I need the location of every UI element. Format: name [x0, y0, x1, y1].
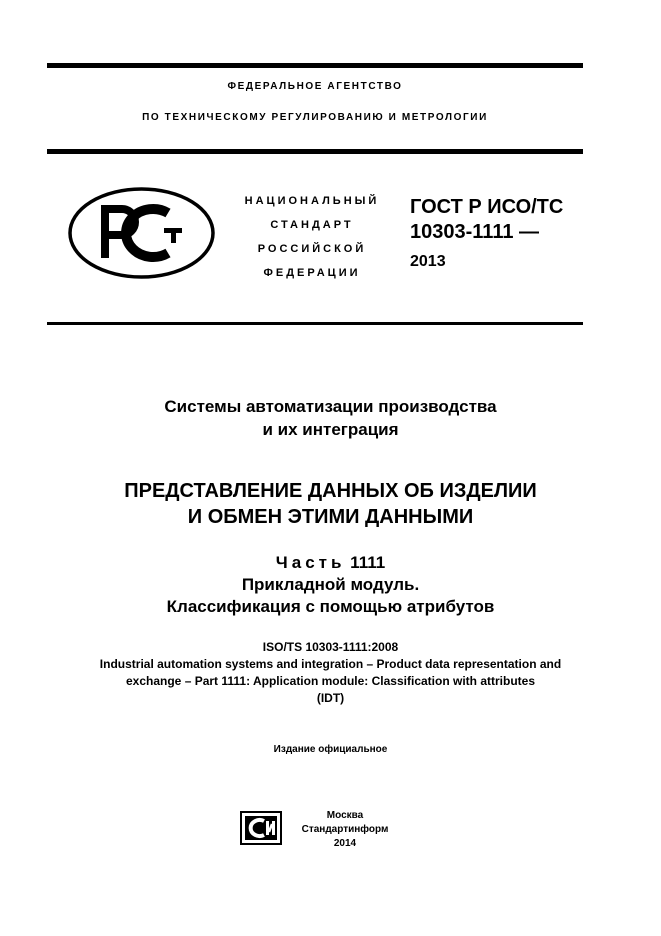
- publisher-block: [296, 809, 394, 851]
- standard-type-line-4: ФЕДЕРАЦИИ: [263, 267, 361, 279]
- part-number: 1111: [350, 553, 386, 572]
- main-title-line-2: И ОБМЕН ЭТИМИ ДАННЫМИ: [187, 506, 474, 528]
- designation-line-2: 10303-1111 —: [410, 221, 540, 243]
- publisher-city: Москва: [326, 810, 364, 821]
- part-title: [0, 552, 661, 618]
- iso-code: ISO/TS 10303-1111:2008: [262, 640, 399, 654]
- top-rule: [47, 63, 583, 68]
- designation-year: 2013: [410, 253, 446, 270]
- standard-designation: [410, 195, 563, 245]
- agency-line-1: ФЕДЕРАЛЬНОЕ АГЕНТСТВО: [227, 81, 403, 92]
- standard-type: [228, 189, 396, 285]
- series-title-line-2: и их интеграция: [262, 420, 399, 439]
- series-title-line-1: Системы автоматизации производства: [164, 397, 497, 416]
- standartinform-logo: [240, 811, 282, 845]
- iso-reference: [0, 639, 661, 707]
- edition-label: Издание официальное: [273, 744, 388, 755]
- series-title: [0, 395, 661, 441]
- header-rule: [47, 149, 583, 154]
- standard-type-line-1: НАЦИОНАЛЬНЫЙ: [244, 195, 380, 207]
- part-title-line-3: Классификация с помощью атрибутов: [166, 597, 495, 616]
- gost-r-logo: [68, 187, 215, 279]
- designation-line-1: ГОСТ Р ИСО/ТС: [410, 196, 564, 218]
- agency-line-2: ПО ТЕХНИЧЕСКОМУ РЕГУЛИРОВАНИЮ И МЕТРОЛОГИИ: [142, 112, 488, 123]
- main-title-line-1: ПРЕДСТАВЛЕНИЕ ДАННЫХ ОБ ИЗДЕЛИИ: [124, 480, 537, 502]
- title-rule: [47, 322, 583, 325]
- part-label: Часть: [275, 553, 346, 572]
- publisher-year: 2014: [333, 838, 357, 849]
- main-title: [0, 478, 661, 530]
- standard-type-line-3: РОССИЙСКОЙ: [257, 243, 367, 255]
- part-title-line-2: Прикладной модуль.: [241, 575, 420, 594]
- iso-title-line-1: Industrial automation systems and integration – Product data representation and: [99, 657, 562, 671]
- iso-title-line-3: (IDT): [316, 691, 345, 705]
- publisher-name: Стандартинформ: [301, 824, 389, 835]
- logo-letters: РСТ: [141, 237, 143, 238]
- iso-title-line-2: exchange – Part 1111: Application module: Classification with attributes: [126, 674, 535, 688]
- standard-type-line-2: СТАНДАРТ: [270, 219, 354, 231]
